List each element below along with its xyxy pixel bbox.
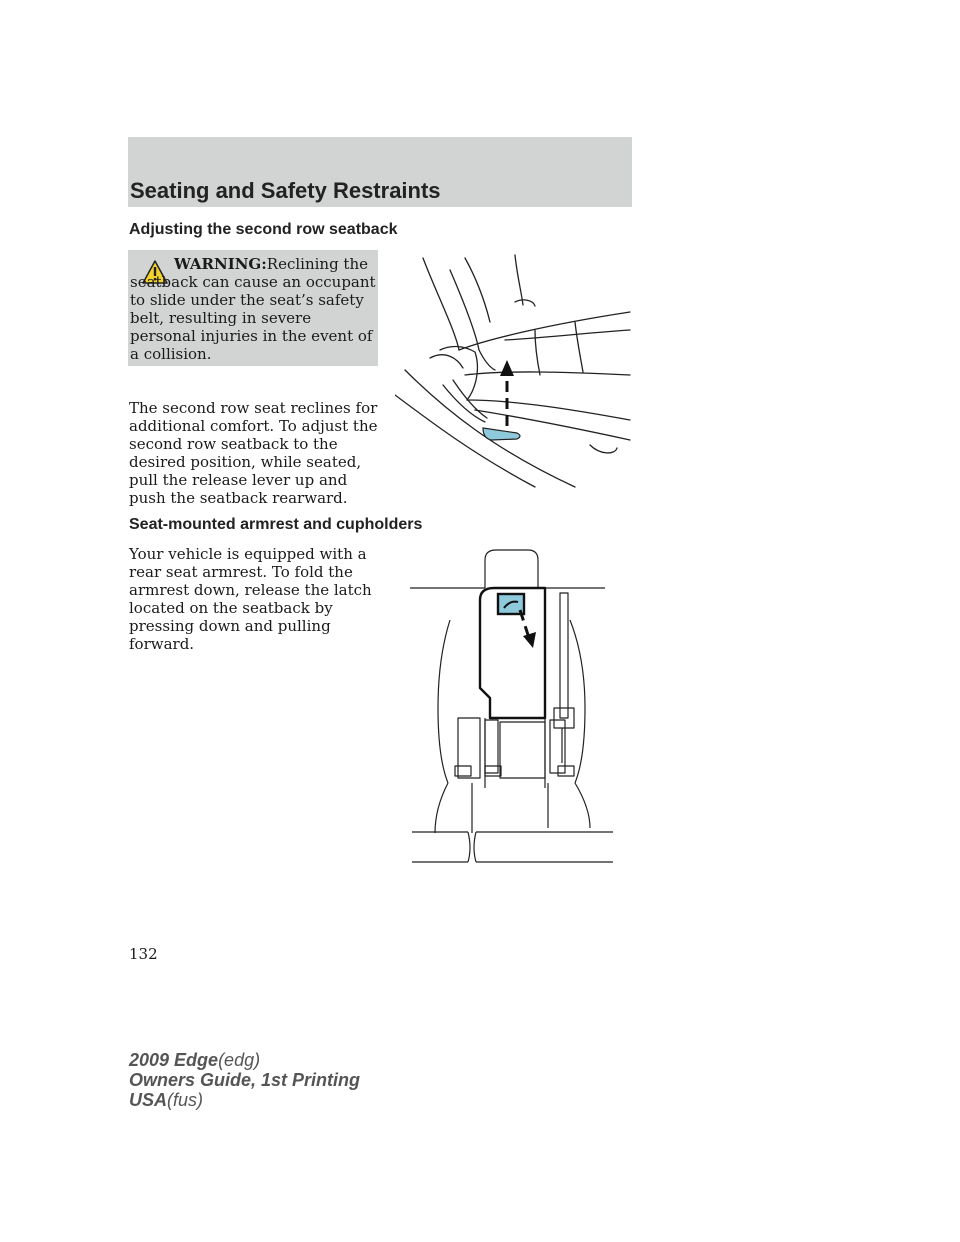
section-heading-seatback: Adjusting the second row seatback: [129, 221, 398, 238]
footer-line-1: [129, 1050, 360, 1070]
warning-text: [130, 255, 376, 363]
warning-message: Reclining the seatback can cause an occupant to slide under the seat’s safety belt, resulting in severe personal injuries in the event of a collision.: [130, 255, 376, 363]
section-heading-armrest: Seat-mounted armrest and cupholders: [129, 516, 423, 533]
seatback-instructions: The second row seat reclines for additional comfort. To adjust the second row seatback to the desired position, while seated, pull the release lever up and push the seatback rearward.: [129, 399, 378, 507]
seatback-recline-illustration: [395, 250, 635, 490]
page-number: 132: [129, 945, 158, 963]
armrest-latch-illustration: [410, 548, 615, 866]
footer-line-2: Owners Guide, 1st Printing: [129, 1070, 361, 1090]
footer-market-code: (fus): [167, 1090, 204, 1110]
footer-model: 2009 Edge: [129, 1050, 219, 1070]
warning-box: [128, 250, 378, 366]
warning-label: WARNING:: [174, 255, 267, 273]
armrest-instructions: Your vehicle is equipped with a rear seat armrest. To fold the armrest down, release the latch located on the seatback by pressing down and pulling forward.: [129, 545, 372, 653]
page-header-title: Seating and Safety Restraints: [130, 178, 441, 203]
arrow-up-icon: [500, 360, 514, 376]
footer-line-3: [129, 1090, 360, 1110]
release-lever-highlight: [483, 428, 520, 440]
footer-market: USA: [129, 1090, 168, 1110]
footer-model-code: (edg): [218, 1050, 261, 1070]
print-footer: [129, 1050, 360, 1110]
